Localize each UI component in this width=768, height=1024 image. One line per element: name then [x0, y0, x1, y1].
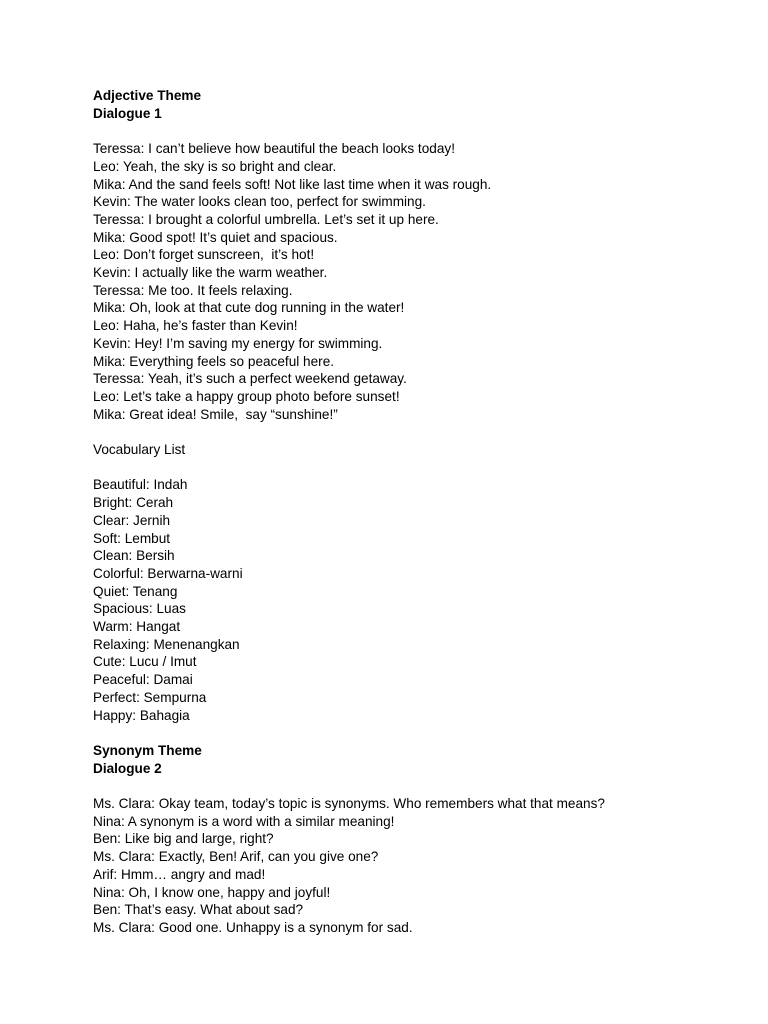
vocab-item: Peaceful: Damai [93, 672, 193, 688]
dialogue-line: Ben: Like big and large, right? [93, 831, 274, 847]
dialogue-line: Leo: Let’s take a happy group photo before sunset! [93, 388, 400, 404]
dialogue-line: Mika: Great idea! Smile, say “sunshine!” [93, 406, 338, 422]
dialogue-line: Kevin: Hey! I’m saving my energy for swimming. [93, 335, 383, 351]
dialogue-line: Ms. Clara: Good one. Unhappy is a synonym for sad. [93, 919, 413, 935]
dialogue-line: Mika: Oh, look at that cute dog running in the water! [93, 300, 405, 316]
spacer [93, 777, 753, 795]
spacer [93, 122, 753, 140]
dialogue-1 [93, 140, 753, 423]
dialogue-line: Teressa: Me too. It feels relaxing. [93, 282, 293, 298]
dialogue-line: Mika: Good spot! It’s quiet and spacious. [93, 229, 338, 245]
dialogue-line: Leo: Yeah, the sky is so bright and clear. [93, 158, 337, 174]
spacer [93, 724, 753, 742]
dialogue-line: Leo: Haha, he’s faster than Kevin! [93, 318, 298, 334]
dialogue-2 [93, 795, 753, 937]
document-page [93, 87, 753, 937]
dialogue-line: Kevin: I actually like the warm weather. [93, 265, 328, 281]
spacer [93, 459, 753, 477]
theme-title-adjective: Adjective Theme [93, 88, 202, 103]
dialogue-line: Teressa: I can’t believe how beautiful the beach looks today! [93, 141, 455, 157]
vocab-item: Cute: Lucu / Imut [93, 654, 197, 670]
vocab-item: Perfect: Sempurna [93, 689, 207, 705]
dialogue-line: Mika: Everything feels so peaceful here. [93, 353, 335, 369]
vocab-item: Happy: Bahagia [93, 707, 190, 723]
vocab-item: Relaxing: Menenangkan [93, 636, 240, 652]
dialogue-title-2: Dialogue 2 [93, 760, 162, 776]
dialogue-title-1: Dialogue 1 [93, 105, 162, 121]
vocab-item: Clean: Bersih [93, 548, 175, 564]
dialogue-line: Arif: Hmm… angry and mad! [93, 866, 266, 882]
spacer [93, 423, 753, 441]
vocabulary-list [93, 476, 753, 724]
vocab-item: Warm: Hangat [93, 619, 181, 635]
vocabulary-list-title: Vocabulary List [93, 442, 186, 458]
vocab-item: Spacious: Luas [93, 601, 186, 617]
dialogue-line: Teressa: I brought a colorful umbrella. Let’s set it up here. [93, 211, 439, 227]
vocab-item: Colorful: Berwarna-warni [93, 565, 243, 581]
vocab-item: Beautiful: Indah [93, 477, 188, 493]
dialogue-line: Mika: And the sand feels soft! Not like last time when it was rough. [93, 176, 492, 192]
vocab-item: Soft: Lembut [93, 530, 171, 546]
dialogue-line: Kevin: The water looks clean too, perfect for swimming. [93, 194, 426, 210]
dialogue-line: Teressa: Yeah, it’s such a perfect weekend getaway. [93, 371, 407, 387]
vocab-item: Bright: Cerah [93, 495, 174, 511]
dialogue-line: Ms. Clara: Okay team, today’s topic is synonyms. Who remembers what that means? [93, 796, 605, 812]
theme-title-synonym: Synonym Theme [93, 742, 202, 758]
dialogue-line: Leo: Don’t forget sunscreen, it’s hot! [93, 247, 315, 263]
dialogue-line: Ms. Clara: Exactly, Ben! Arif, can you give one? [93, 849, 379, 865]
vocab-item: Quiet: Tenang [93, 583, 178, 599]
dialogue-line: Ben: That’s easy. What about sad? [93, 902, 304, 918]
dialogue-line: Nina: Oh, I know one, happy and joyful! [93, 884, 331, 900]
vocab-item: Clear: Jernih [93, 512, 171, 528]
dialogue-line: Nina: A synonym is a word with a similar meaning! [93, 813, 395, 829]
